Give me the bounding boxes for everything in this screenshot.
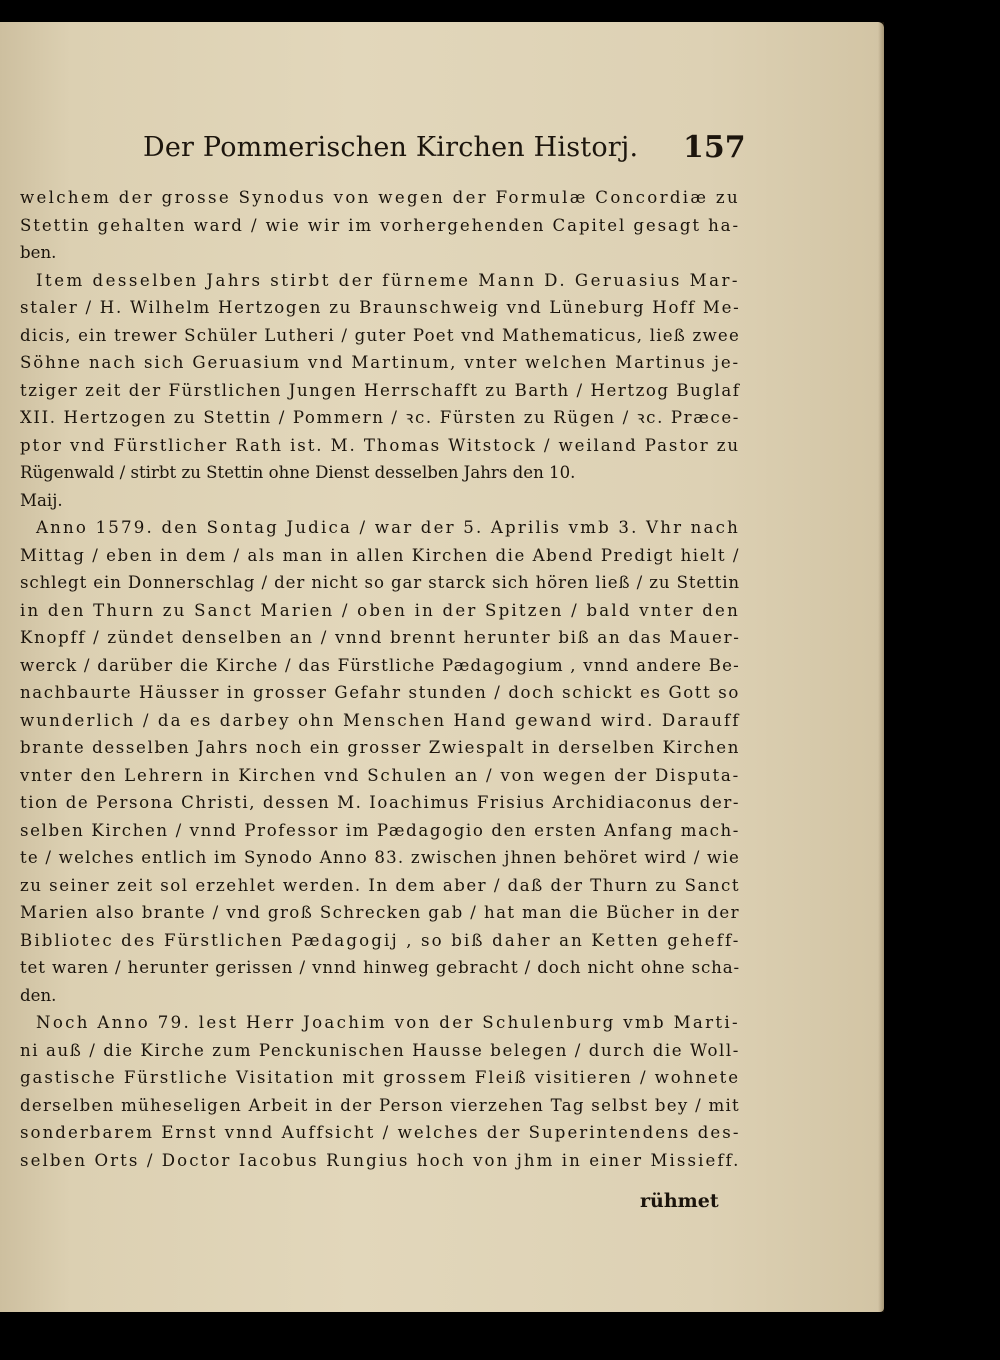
text-line: in den Thurn zu Sanct Marien / oben in der Spitzen / bald vnter den <box>20 600 740 620</box>
text-line: vnter den Lehrern in Kirchen vnd Schulen an / von wegen der Disputa- <box>20 765 740 785</box>
text-line: schlegt ein Donnerschlag / der nicht so gar starck sich hören ließ / zu Stettin <box>20 573 740 592</box>
text-line: wunderlich / da es darbey ohn Menschen Hand gewand wird. Darauff <box>20 710 740 730</box>
text-line: Maij. <box>20 490 63 510</box>
text-line: nachbaurte Häusser in grosser Gefahr stunden / doch schickt es Gott so <box>20 683 740 702</box>
text-line: staler / H. Wilhelm Hertzogen zu Braunschweig vnd Lüneburg Hoff Me- <box>20 298 740 317</box>
text-line: Item desselben Jahrs stirbt der fürneme Mann D. Geruasius Mar- <box>36 270 740 290</box>
text-line: Mittag / eben in dem / als man in allen Kirchen die Abend Predigt hielt / <box>20 545 740 565</box>
page-number: 157 <box>683 130 746 165</box>
text-line: welchem der grosse Synodus von wegen der Formulæ Concordiæ zu <box>20 188 740 207</box>
text-line: Noch Anno 79. lest Herr Joachim von der Schulenburg vmb Marti- <box>36 1013 740 1032</box>
text-line: den. <box>20 985 57 1005</box>
text-line: Bibliotec des Fürstlichen Pædagogij , so biß daher an Ketten geheff- <box>20 930 740 950</box>
text-line: Rügenwald / stirbt zu Stettin ohne Dienst desselben Jahrs den 10. <box>20 463 576 482</box>
text-line: Knopff / zündet denselben an / vnnd brennt herunter biß an das Mauer- <box>20 628 740 647</box>
text-line: tion de Persona Christi, dessen M. Ioachimus Frisius Archidiaconus der- <box>20 793 740 812</box>
text-line: zu seiner zeit sol erzehlet werden. In dem aber / daß der Thurn zu Sanct <box>20 875 740 895</box>
text-line: derselben müheseligen Arbeit in der Person vierzehen Tag selbst bey / mit <box>20 1095 740 1115</box>
text-line: Anno 1579. den Sontag Judica / war der 5. Aprilis vmb 3. Vhr nach <box>36 518 740 537</box>
running-title: Der Pommerischen Kirchen Historj. <box>143 132 639 163</box>
text-line: gastische Fürstliche Visitation mit grossem Fleiß visitieren / wohnete <box>20 1068 740 1087</box>
text-line: sonderbarem Ernst vnnd Auffsicht / welches der Superintendens des- <box>20 1123 740 1142</box>
text-line: ptor vnd Fürstlicher Rath ist. M. Thomas Witstock / weiland Pastor zu <box>20 435 740 455</box>
text-line: selben Kirchen / vnnd Professor im Pædagogio den ersten Anfang mach- <box>20 820 740 840</box>
text-line: tet waren / herunter gerissen / vnnd hinweg gebracht / doch nicht ohne scha- <box>20 958 740 977</box>
text-line: XII. Hertzogen zu Stettin / Pommern / ꝛc. Fürsten zu Rügen / ꝛc. Præce- <box>20 408 740 427</box>
text-line: brante desselben Jahrs noch ein grosser Zwiespalt in derselben Kirchen <box>20 738 740 757</box>
text-line: Söhne nach sich Geruasium vnd Martinum, vnter welchen Martinus je- <box>20 353 740 372</box>
text-line: Stettin gehalten ward / wie wir im vorhergehenden Capitel gesagt ha- <box>20 215 740 235</box>
text-line: ni auß / die Kirche zum Penckunischen Hausse belegen / durch die Woll- <box>20 1040 740 1060</box>
text-line: Marien also brante / vnd groß Schrecken gab / hat man die Bücher in der <box>20 903 740 922</box>
catchword: rühmet <box>640 1190 719 1212</box>
text-line: te / welches entlich im Synodo Anno 83. zwischen jhnen behöret wird / wie <box>20 848 740 867</box>
book-page <box>0 22 884 1312</box>
body-text <box>20 184 740 1174</box>
text-line: selben Orts / Doctor Iacobus Rungius hoch von jhm in einer Missieff. <box>20 1150 740 1170</box>
text-line: tziger zeit der Fürstlichen Jungen Herrschafft zu Barth / Hertzog Buglaf <box>20 380 740 400</box>
text-line: werck / darüber die Kirche / das Fürstliche Pædagogium , vnnd andere Be- <box>20 655 740 675</box>
text-line: ben. <box>20 243 57 262</box>
page-header <box>143 130 746 172</box>
page-edge-shadow <box>878 22 884 1312</box>
text-line: dicis, ein trewer Schüler Lutheri / guter Poet vnd Mathematicus, ließ zwee <box>20 325 740 345</box>
